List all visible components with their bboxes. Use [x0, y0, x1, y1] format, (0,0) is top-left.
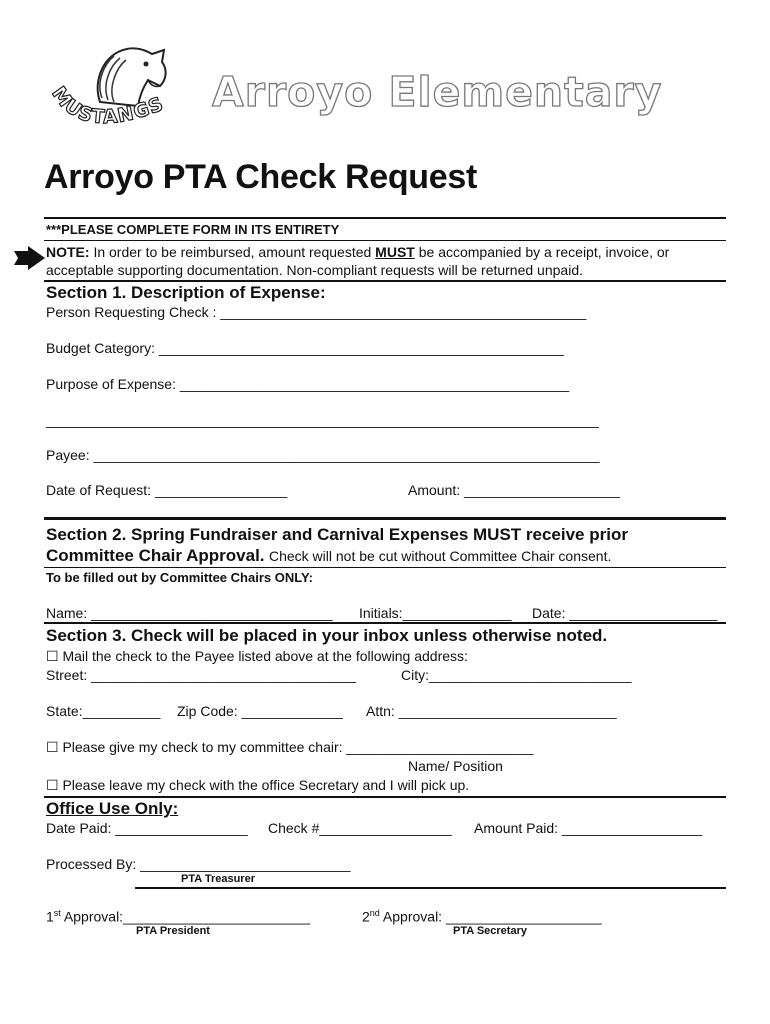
divider [135, 887, 726, 889]
person-requesting-field[interactable]: Person Requesting Check : _______________________________________________ [46, 304, 587, 320]
divider [44, 240, 726, 241]
section2-heading: Section 2. Spring Fundraiser and Carnival Expenses MUST receive prior [46, 525, 628, 544]
date-paid-field[interactable]: Date Paid: _________________ [46, 820, 248, 836]
amount-field[interactable]: Amount: ____________________ [408, 482, 620, 498]
zip-code-field[interactable]: Zip Code: _____________ [177, 703, 343, 719]
mascot-arc-text: MUSTANGS [47, 82, 167, 129]
secretary-caption: PTA Secretary [453, 925, 527, 937]
date-of-request-field[interactable]: Date of Request: _________________ [46, 482, 288, 498]
name-position-caption: Name/ Position [408, 758, 503, 774]
note-line-1 [46, 244, 669, 260]
complete-notice: ***PLEASE COMPLETE FORM IN ITS ENTIRETY [46, 222, 340, 237]
check-number-field[interactable]: Check #_________________ [268, 820, 452, 836]
section1-heading: Section 1. Description of Expense: [46, 283, 326, 302]
second-approval-text: Approval: ____________________ [379, 908, 602, 925]
street-field[interactable]: Street: __________________________________ [46, 667, 356, 683]
section2-consent-note: Check will not be cut without Committee Chair consent. [268, 548, 612, 564]
purpose-field[interactable]: Purpose of Expense: __________________________________________________ [46, 376, 570, 392]
divider [44, 517, 726, 520]
city-field[interactable]: City:__________________________ [401, 667, 632, 683]
purpose-continuation-field[interactable]: _______________________________________________________________________ [46, 412, 599, 428]
divider [44, 567, 726, 568]
payee-field[interactable]: Payee: _________________________________________________________________ [46, 447, 600, 463]
page-title: Arroyo PTA Check Request [44, 158, 478, 196]
note-line-2: acceptable supporting documentation. Non-compliant requests will be returned unpaid. [46, 262, 583, 278]
note-label: NOTE: [46, 244, 90, 260]
amount-paid-field[interactable]: Amount Paid: __________________ [474, 820, 703, 836]
committee-chair-option[interactable]: ☐ Please give my check to my committee chair: ________________________ [46, 739, 534, 755]
chair-initials-field[interactable]: Initials:______________ [359, 605, 512, 621]
budget-category-field[interactable]: Budget Category: ____________________________________________________ [46, 340, 564, 356]
note-text-pre: In order to be reimbursed, amount requested [93, 244, 372, 260]
arrow-right-icon [12, 246, 46, 270]
attn-field[interactable]: Attn: ____________________________ [366, 703, 617, 719]
second-approval-field[interactable] [362, 908, 602, 925]
second-approval-num: 2 [362, 908, 370, 925]
processed-by-field[interactable]: Processed By: ___________________________ [46, 856, 351, 872]
state-field[interactable]: State:__________ [46, 703, 161, 719]
note-text-post: be accompanied by a receipt, invoice, or [418, 244, 670, 260]
chair-date-field[interactable]: Date: ___________________ [532, 605, 718, 621]
divider [44, 217, 726, 219]
first-approval-num: 1 [46, 908, 54, 925]
divider [44, 622, 726, 624]
office-secretary-option[interactable]: ☐ Please leave my check with the office Secretary and I will pick up. [46, 777, 470, 793]
president-caption: PTA President [136, 925, 210, 937]
note-must: MUST [375, 244, 415, 260]
section2-heading-line2 [46, 546, 611, 566]
first-approval-sup: st [53, 908, 61, 918]
section2-approval: Committee Chair Approval. [46, 546, 265, 565]
chair-name-field[interactable]: Name: _______________________________ [46, 605, 333, 621]
mustang-logo-icon [42, 40, 214, 144]
treasurer-caption: PTA Treasurer [181, 873, 255, 885]
first-approval-field[interactable] [46, 908, 310, 925]
section2-subheading: To be filled out by Committee Chairs ONLY: [46, 570, 314, 585]
divider [44, 796, 726, 798]
school-name: Arroyo Elementary [212, 68, 663, 116]
divider [44, 280, 726, 282]
section3-heading: Section 3. Check will be placed in your inbox unless otherwise noted. [46, 626, 608, 645]
office-use-heading: Office Use Only: [46, 799, 179, 818]
mail-check-option[interactable]: ☐ Mail the check to the Payee listed above at the following address: [46, 648, 468, 664]
second-approval-sup: nd [369, 908, 380, 918]
first-approval-text: Approval:________________________ [60, 908, 310, 925]
